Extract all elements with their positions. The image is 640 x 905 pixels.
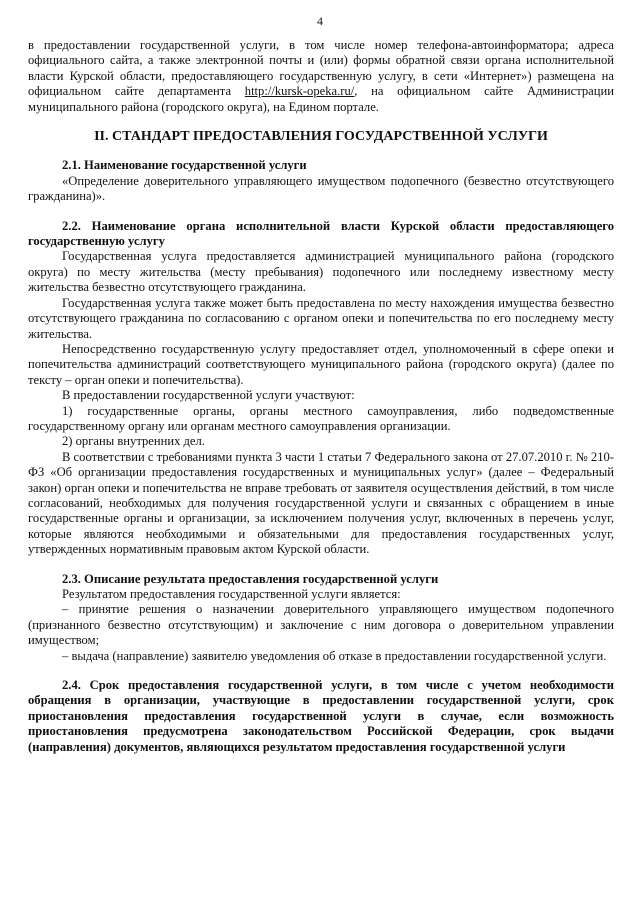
paragraph-2-2-f: 2) органы внутренних дел.	[62, 434, 205, 449]
heading-2-3: 2.3. Описание результата предоставления государственной услуги	[62, 571, 439, 586]
paragraph-2-2-c: Непосредственно государственную услугу предоставляет отдел, уполномоченный в сфере опеки и попечительства администраций соответствующего муниципального района (городского округа) (далее по тексту – орган опеки и попечительства).	[28, 341, 614, 387]
paragraph-2-2-d: В предоставлении государственной услуги участвуют:	[62, 388, 355, 403]
heading-2-1: 2.1. Наименование государственной услуги	[62, 158, 307, 173]
heading-2-2: 2.2. Наименование органа исполнительной власти Курской области предоставляющего государственную услугу	[28, 218, 614, 249]
paragraph-2-3-c: – выдача (направление) заявителю уведомления об отказе в предоставлении государственной услуги.	[62, 648, 607, 663]
department-site-link[interactable]: http://kursk-opeka.ru/	[244, 84, 355, 99]
document-page	[28, 38, 614, 755]
heading-2-4: 2.4. Срок предоставления государственной услуги, в том числе с учетом необходимости обращения в организации, участвующие в предоставлении государственной услуги, срок приостановления предоставления государственной услуги в случае, если возможность приостановления предусмотрена законодательством Российской Федерации, срок выдачи (направления) документов, являющихся результатом предоставления государственной услуги	[28, 678, 614, 754]
paragraph-2-3-a: Результатом предоставления государственной услуги является:	[62, 587, 401, 601]
paragraph-2-2-b: Государственная услуга также может быть предоставлена по месту нахождения имущества безвестно отсутствующего гражданина по согласованию с органом опеки и попечительства по его последнему месту жительства.	[28, 295, 614, 341]
paragraph-2-1: «Определение доверительного управляющего имуществом подопечного (безвестно отсутствующего гражданина)».	[28, 173, 614, 204]
paragraph-2-2-g: В соответствии с требованиями пункта 3 части 1 статьи 7 Федерального закона от 27.07.2010 г. № 210-ФЗ «Об организации предоставления государственных и муниципальных услуг» (далее – Федеральный закон) орган опеки и попечительства не вправе требовать от заявителя осуществления действий, в том числе согласований, необходимых для получения государственной услуги и связанных с обращением в иные государственные органы и организации, за исключением получения услуг, включенных в перечень услуг, которые являются необходимыми и обязательными для предоставления государственных услуг, утвержденных нормативным правовым актом Курской области.	[28, 449, 614, 557]
paragraph-2-2-e: 1) государственные органы, органы местного самоуправления, либо подведомственные государственному органу или органам местного самоуправления организации.	[28, 403, 614, 433]
intro-paragraph: в предоставлении государственной услуги, в том числе номер телефона-автоинформатора; адреса официального сайта, а также электронной почты и (или) формы обратной связи органа исполнительной власти Курской области, предоставляющего государственную услугу, в сети «Интернет») размещена на официальном сайте департамента http://kursk-opeka.ru/, на официальном сайте Администрации муниципального района (городского округа), на Едином портале.	[28, 38, 614, 114]
section-title: II. СТАНДАРТ ПРЕДОСТАВЛЕНИЯ ГОСУДАРСТВЕННОЙ УСЛУГИ	[94, 129, 548, 145]
paragraph-2-3-b: – принятие решения о назначении доверительного управляющего имуществом подопечного (признанного безвестно отсутствующим) и заключение с ним договора о доверительном управлении имуществом;	[28, 602, 614, 648]
paragraph-2-2-a: Государственная услуга предоставляется администрацией муниципального района (городского округа) по месту жительства (месту пребывания) подопечного или последнему известному месту жительства безвестно отсутствующего гражданина.	[28, 249, 614, 295]
page-number: 4	[317, 14, 323, 28]
